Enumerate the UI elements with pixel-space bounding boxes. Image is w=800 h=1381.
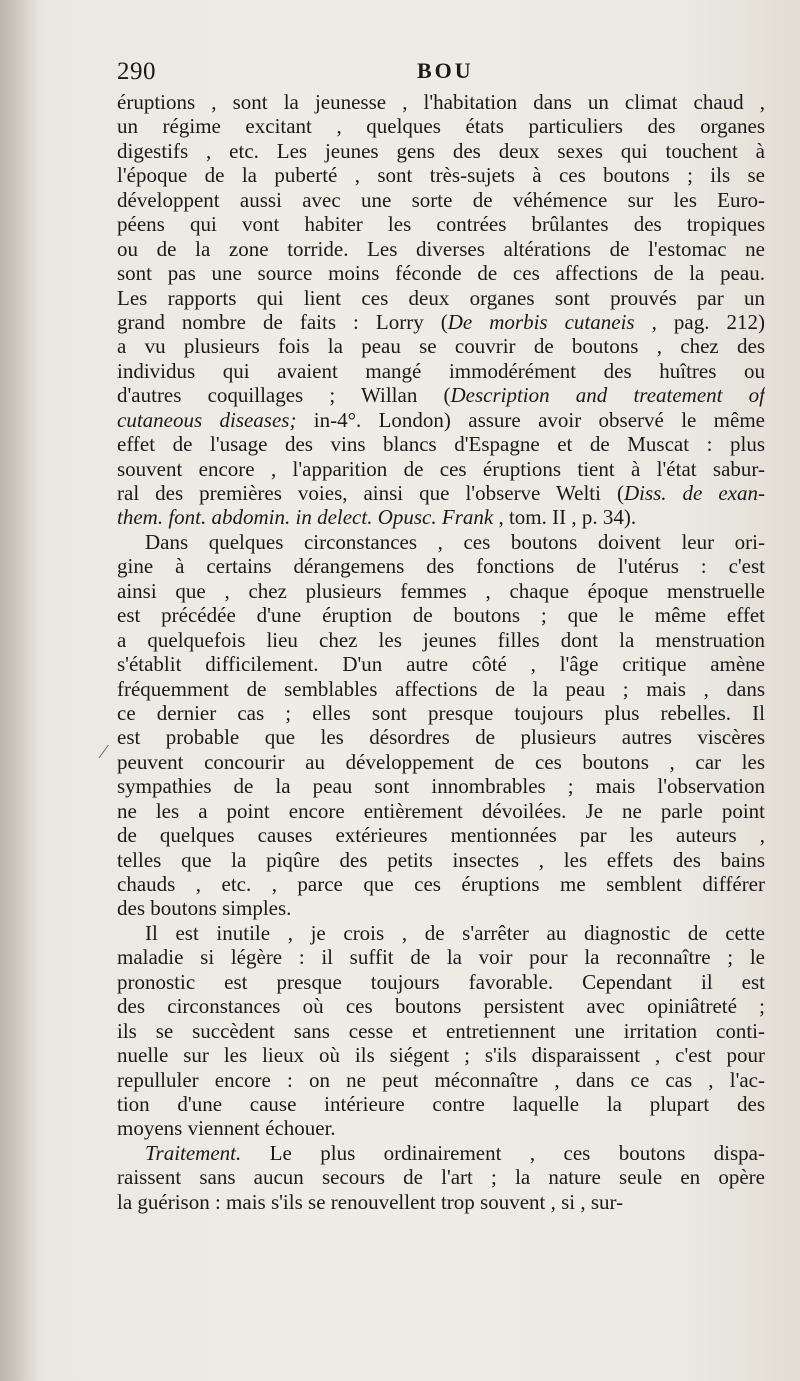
text-line: Les rapports qui lient ces deux organes sont prouvés par un [117, 285, 765, 310]
text-line: la guérison : mais s'ils se renouvellent trop souvent , si , sur- [117, 1189, 624, 1214]
text-line: des circonstances où ces boutons persistent avec opiniâtreté ; [117, 994, 765, 1019]
body-text [117, 90, 765, 1214]
text-line: est précédée d'une éruption de boutons ; que le même effet [117, 603, 765, 628]
text-line: s'établit difficilement. D'un autre côté , l'âge critique amène [117, 652, 765, 677]
text-line: nuelle sur les lieux où ils siégent ; s'ils disparaissent , c'est pour [117, 1043, 765, 1068]
text-line: fréquemment de semblables affections de la peau ; mais , dans [117, 676, 765, 701]
text-line: Il est inutile , je crois , de s'arrêter au diagnostic de cette [145, 920, 765, 945]
text-line: a quelquefois lieu chez les jeunes filles dont la menstruation [117, 627, 765, 652]
paragraph [117, 530, 765, 921]
text-line: péens qui vont habiter les contrées brûlantes des tropiques [117, 212, 765, 237]
margin-pencil-mark: ⁄ [102, 741, 106, 763]
paragraph [117, 921, 765, 1141]
text-line: d'autres coquillages ; Willan (Description and treatement of [117, 383, 765, 408]
text-line: éruptions , sont la jeunesse , l'habitation dans un climat chaud , [117, 90, 765, 114]
text-line: grand nombre de faits : Lorry (De morbis cutaneis , pag. 212) [117, 309, 765, 334]
text-line: telles que la piqûre des petits insectes , les effets des bains [117, 847, 765, 872]
paragraph [117, 1141, 765, 1214]
gutter-shadow [0, 0, 40, 1381]
text-line: ne les a point encore entièrement dévoilées. Je ne parle point [117, 798, 765, 823]
text-line: peuvent concourir au développement de ces boutons , car les [117, 749, 765, 774]
text-line: souvent encore , l'apparition de ces éruptions tient à l'état sabur- [117, 456, 765, 481]
text-line: ce dernier cas ; elles sont presque toujours plus rebelles. Il [117, 700, 765, 725]
text-line: développent aussi avec une sorte de véhémence sur les Euro- [117, 187, 765, 212]
text-line: ils se succèdent sans cesse et entretiennent une irritation conti- [117, 1018, 765, 1043]
text-line: a vu plusieurs fois la peau se couvrir de boutons , chez des [117, 334, 765, 359]
text-line: individus qui avaient mangé immodérément des huîtres ou [117, 358, 765, 383]
running-head [117, 58, 765, 90]
text-line: moyens viennent échouer. [117, 1116, 336, 1141]
text-line: Dans quelques circonstances , ces boutons doivent leur ori- [145, 529, 765, 554]
text-line: them. font. abdomin. in delect. Opusc. Frank , tom. II , p. 34). [117, 505, 637, 530]
text-line: de quelques causes extérieures mentionnées par les auteurs , [117, 823, 765, 848]
text-line: Traitement. Le plus ordinairement , ces boutons dispa- [145, 1140, 765, 1165]
header-word: BOU [417, 58, 474, 83]
text-line: ral des premières voies, ainsi que l'observe Welti (Diss. de exan- [117, 481, 765, 505]
text-line: maladie si légère : il suffit de la voir pour la reconnaître ; le [117, 945, 765, 970]
text-line: des boutons simples. [117, 896, 292, 921]
text-line: chauds , etc. , parce que ces éruptions me semblent différer [117, 872, 765, 896]
text-line: l'époque de la puberté , sont très-sujets à ces boutons ; ils se [117, 163, 765, 188]
text-line: sont pas une source moins féconde de ces affections de la peau. [117, 261, 765, 286]
text-line: ou de la zone torride. Les diverses altérations de l'estomac ne [117, 236, 765, 261]
text-line: ainsi que , chez plusieurs femmes , chaque époque menstruelle [117, 578, 765, 603]
text-line: sympathies de la peau sont innombrables ; mais l'observation [117, 774, 765, 799]
page-number: 290 [117, 58, 156, 85]
text-line: est probable que les désordres de plusieurs autres viscères [117, 725, 765, 750]
text-line: raissent sans aucun secours de l'art ; la nature seule en opère [117, 1165, 765, 1190]
text-line: gine à certains dérangemens des fonctions de l'utérus : c'est [117, 554, 765, 579]
text-line: cutaneous diseases; in-4°. London) assure avoir observé le même [117, 407, 765, 432]
text-line: digestifs , etc. Les jeunes gens des deux sexes qui touchent à [117, 138, 765, 163]
text-line: pronostic est presque toujours favorable. Cependant il est [117, 969, 765, 994]
text-line: repulluler encore : on ne peut méconnaître , dans ce cas , l'ac- [117, 1067, 765, 1092]
text-line: tion d'une cause intérieure contre laquelle la plupart des [117, 1091, 765, 1116]
text-line: un régime excitant , quelques états particuliers des organes [117, 114, 765, 139]
paragraph [117, 90, 765, 530]
text-line: effet de l'usage des vins blancs d'Espagne et de Muscat : plus [117, 432, 765, 457]
